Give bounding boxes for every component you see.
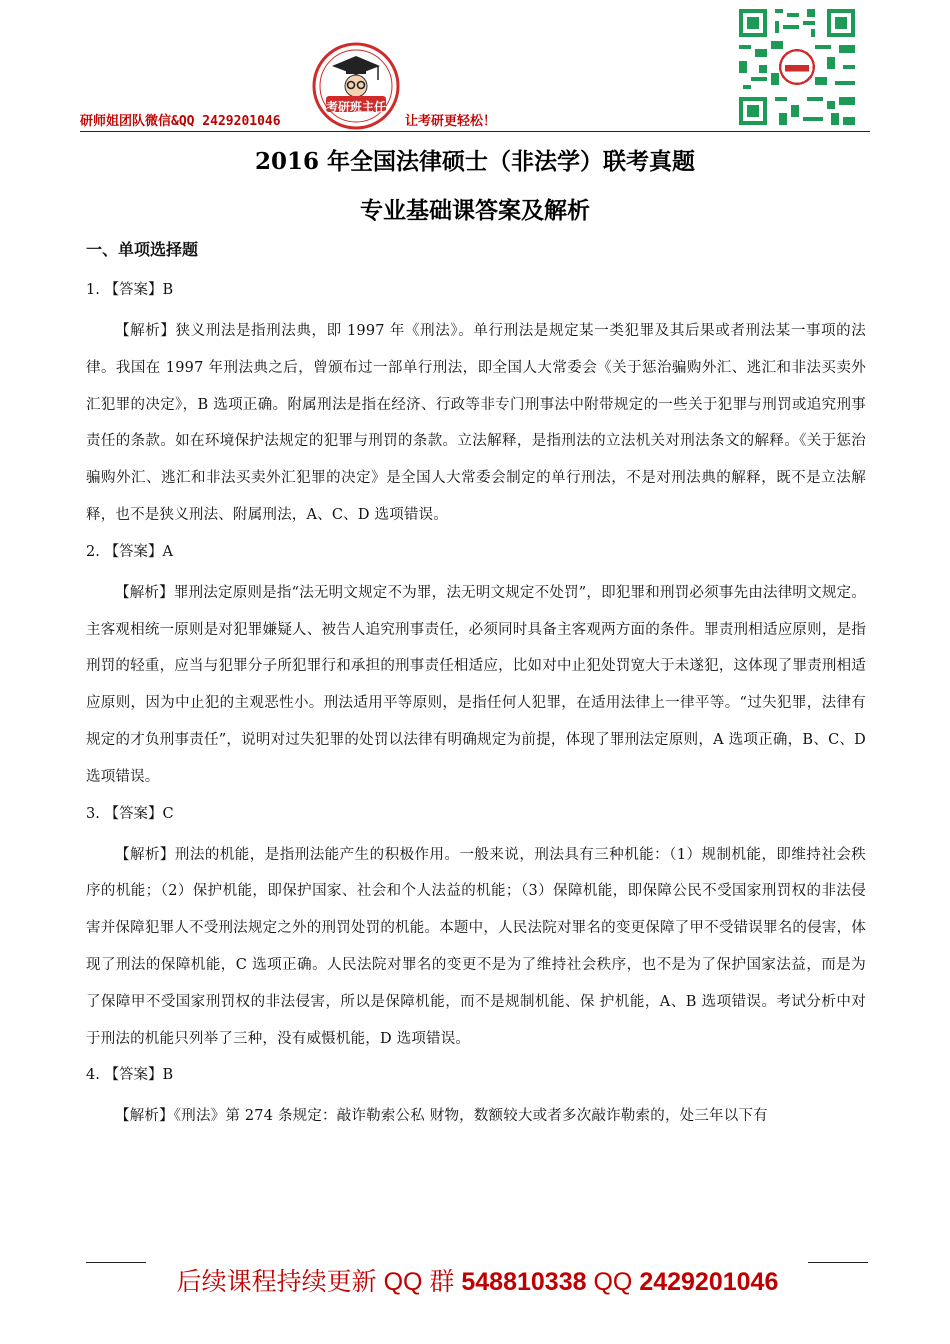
explanation-2: 【解析】罪刑法定原则是指“法无明文规定不为罪，法无明文规定不处罚”，即犯罪和刑罚必须事先由法律明文规定。主客观相统一原则是对犯罪嫌疑人、被告人追究刑事责任，必须同时具备主客观两方面的条件。罪责刑相适应原则，是指刑罚的轻重，应当与犯罪分子所犯罪行和承担的刑事责任相适应，比如对中止犯处罚宽大于未遂犯，这体现了罪责刑相适应原则，因为中止犯的主观恶性小。刑法适用平等原则，是指任何人犯罪，在适用法律上一律平等。“过失犯罪，法律有规定的才负刑事责任”，说明对过失犯罪的处罚以法律有明确规定为前提，体现了罪刑法定原则，A 选项正确，B、C、D 选项错误。 — [86, 584, 866, 785]
header-divider — [80, 131, 870, 132]
kaoyan-logo — [312, 42, 400, 130]
footer-rule-left — [86, 1262, 146, 1263]
logo-text: 考研班主任 — [325, 100, 386, 114]
answer-1: 1. 【答案】B — [86, 282, 174, 298]
footer-qq-label: QQ — [586, 1268, 640, 1296]
footer-rule-right — [808, 1262, 868, 1263]
page-subtitle: 专业基础课答案及解析 — [360, 197, 590, 224]
qr-code-icon[interactable] — [735, 5, 859, 129]
answer-3: 3. 【答案】C — [86, 805, 174, 822]
document-body — [86, 236, 866, 1139]
answer-2: 2. 【答案】A — [86, 543, 173, 560]
footer-banner — [150, 1262, 805, 1298]
section-heading: 一、单项选择题 — [86, 240, 199, 259]
header-slogan: 让考研更轻松！ — [405, 114, 497, 129]
footer-group-number: 548810338 — [461, 1268, 587, 1296]
explanation-3: 【解析】刑法的机能，是指刑法能产生的积极作用。一般来说，刑法具有三种机能：（1）规制机能，即维持社会秩序的机能；（2）保护机能，即保护国家、社会和个人法益的机能；（3）保障机能，即保障公民不受国家刑罚权的非法侵害并保障犯罪人不受刑法规定之外的刑罚处罚的机能。本题中，人民法院对罪名的变更保障了甲不受错误罪名的侵害，体现了刑法的保障机能，C 选项正确。人民法院对罪名的变更不是为了维持社会秩序，也不是为了保护国家法益，而是为了保障甲不受国家刑罚权的非法侵害，所以是保障机能，而不是规制机能、保 护机能，A、B 选项错误。考试分析中对于刑法的机能只列举了三种，没有威慑机能，D 选项错误。 — [86, 846, 866, 1047]
footer-prefix: 后续课程持续更新 QQ 群 — [176, 1268, 462, 1296]
page-title: 2016 年全国法律硕士（非法学）联考真题 — [254, 148, 696, 175]
footer-qq-number: 2429201046 — [639, 1268, 779, 1296]
answer-4: 4. 【答案】B — [86, 1067, 174, 1084]
explanation-1: 【解析】狭义刑法是指刑法典，即 1997 年《刑法》。单行刑法是规定某一类犯罪及其后果或者刑法某一事项的法律。我国在 1997 年刑法典之后，曾颁布过一部单行刑法，即全国人大常委会《关于惩治骗购外汇、逃汇和非法买卖外汇犯罪的决定》，B 选项正确。附属刑法是指在经济、行政等非专门刑事法中附带规定的一些关于犯罪与刑罚或追究刑事责任的条款。如在环境保护法规定的犯罪与刑罚的条款。立法解释，是指刑法的立法机关对刑法条文的解释。《关于惩治骗购外汇、逃汇和非法买卖外汇犯罪的决定》是全国人大常委会制定的单行刑法，不是对刑法典的解释，既不是立法解释，也不是狭义刑法、附属刑法，A、C、D 选项错误。 — [86, 323, 866, 523]
explanation-4: 【解析】《刑法》第 274 条规定：敲诈勒索公私 财物，数额较大或者多次敲诈勒索的，处三年以下有 — [115, 1108, 768, 1125]
header-contact: 研师姐团队微信&QQ 2429201046 — [80, 114, 281, 129]
